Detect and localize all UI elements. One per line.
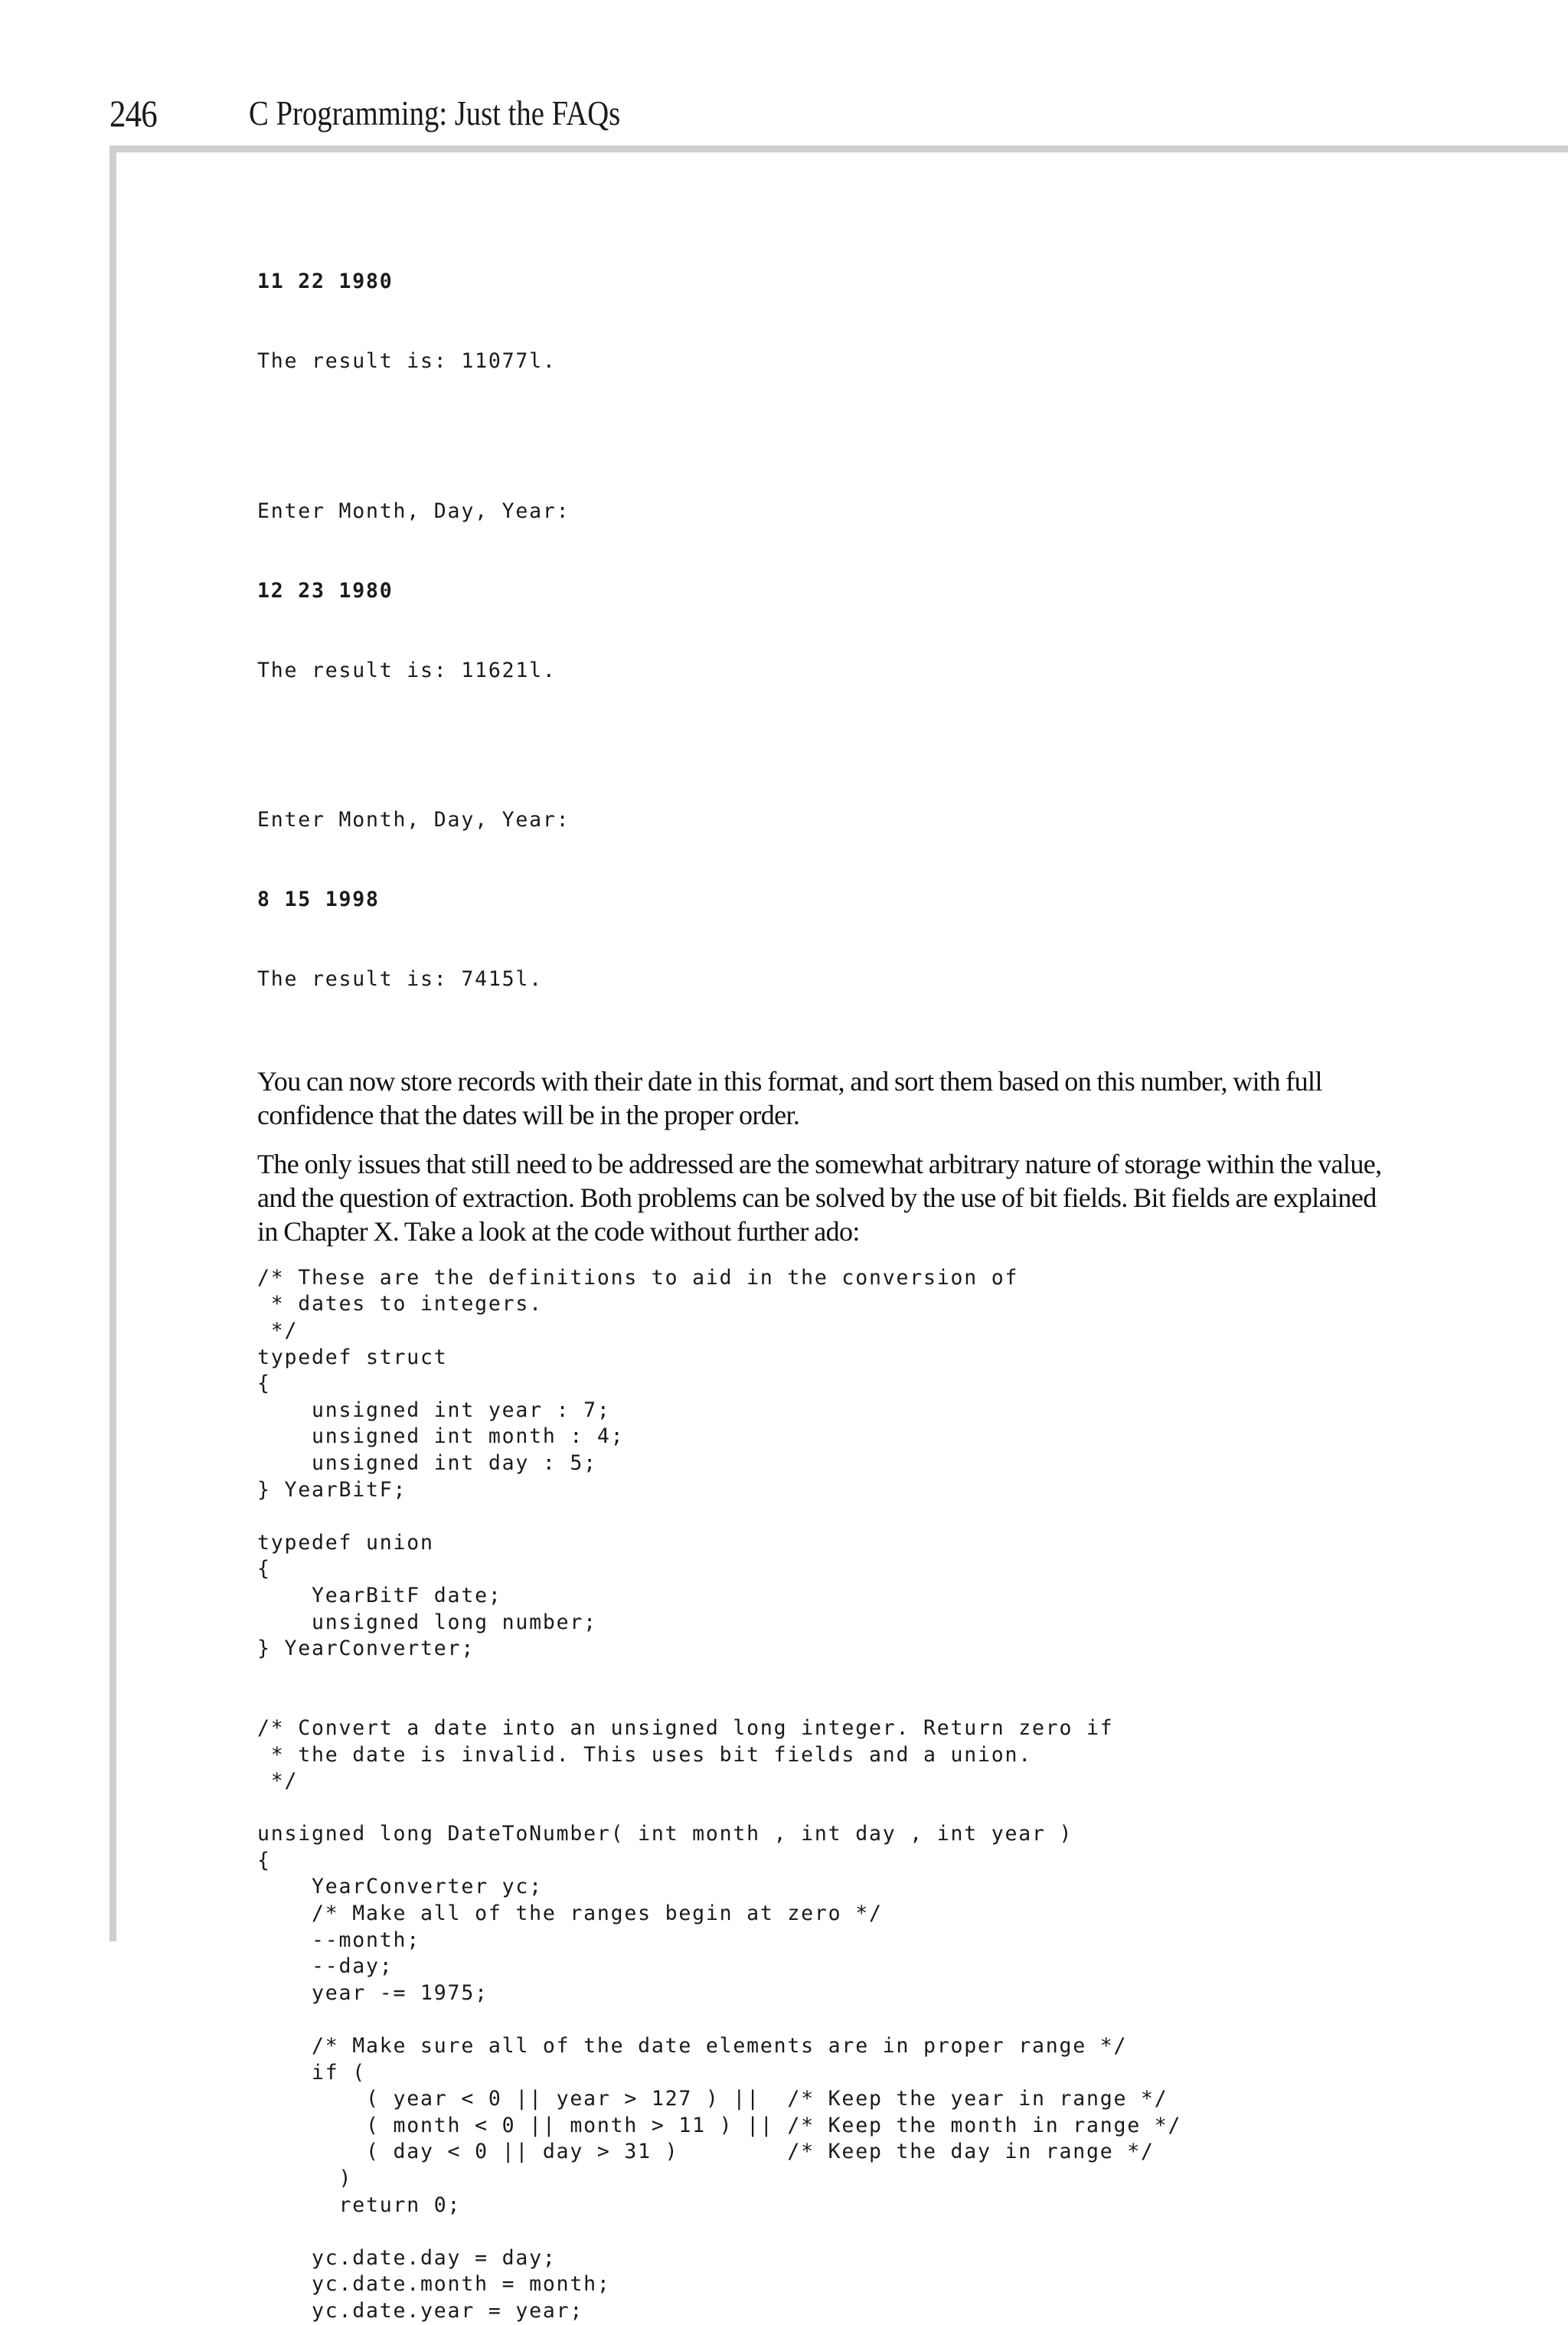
code-line: { (257, 1372, 271, 1396)
code-line: yc.date.day = day; (257, 2245, 557, 2270)
code-line: yc.date.year = year; (257, 2298, 584, 2323)
code-line: --month; (257, 1928, 421, 1952)
code-line (257, 1689, 1398, 1715)
code-line: if ( (257, 2060, 367, 2085)
code-line: ( year < 0 || year > 127 ) || /* Keep the year in range */ (257, 2087, 1168, 2111)
body-paragraph: The only issues that still need to be addressed are the somewhat arbitrary nature of storage within the value, and the question of extraction. Both problems can be solved by the use of bit fields. Bit fields are explained in Chapter X. Take a look at the code without further ado: (257, 1148, 1382, 1247)
body-paragraph: You can now store records with their date in this format, and sort them based on this number, with full confidence that the dates will be in the proper order. (257, 1065, 1322, 1130)
prompt-line: Enter Month, Day, Year: (257, 808, 570, 832)
margin-rule (109, 146, 116, 1941)
code-line: /* Make all of the ranges begin at zero */ (257, 1902, 883, 1926)
code-line: { (257, 1848, 271, 1872)
code-line: * the date is invalid. This uses bit fields and a union. (257, 1742, 1032, 1767)
output-line: The result is: 11077l. (257, 348, 557, 373)
code-line: unsigned long number; (257, 1610, 597, 1634)
code-line (257, 1795, 1398, 1822)
user-input-line: 8 15 1998 (257, 888, 380, 912)
code-line: /* Convert a date into an unsigned long integer. Return zero if (257, 1715, 1114, 1740)
code-line: unsigned int day : 5; (257, 1450, 597, 1475)
code-line: ( month < 0 || month > 11 ) || /* Keep the month in range */ (257, 2113, 1182, 2137)
code-line: ( day < 0 || day > 31 ) /* Keep the day in range */ (257, 2140, 1155, 2164)
code-line: */ (257, 1319, 299, 1342)
code-line: /* These are the definitions to aid in the conversion of (257, 1265, 1019, 1290)
code-line (257, 2006, 1398, 2033)
code-line: yc.date.month = month; (257, 2272, 611, 2297)
output-line: The result is: 11621l. (257, 658, 557, 682)
code-line: typedef struct (257, 1345, 448, 1369)
code-line: return 0; (257, 2193, 462, 2217)
code-line: YearBitF date; (257, 1583, 502, 1607)
code-line: year -= 1975; (257, 1980, 488, 2005)
code-line: unsigned int year : 7; (257, 1398, 611, 1422)
code-line: * dates to integers. (257, 1292, 543, 1316)
code-line: unsigned int month : 4; (257, 1424, 625, 1449)
code-line: unsigned long DateToNumber( int month , int day , int year ) (257, 1822, 1073, 1846)
code-line: */ (257, 1769, 299, 1794)
output-line: The result is: 7415l. (257, 967, 543, 992)
code-listing (257, 1265, 1398, 2325)
code-line (257, 2219, 1398, 2245)
code-line: typedef union (257, 1530, 434, 1555)
prompt-line: Enter Month, Day, Year: (257, 499, 570, 523)
code-line: --day; (257, 1954, 394, 1979)
code-line: } YearConverter; (257, 1637, 475, 1661)
code-line: { (257, 1557, 271, 1581)
header-rule (109, 146, 1568, 152)
code-line (257, 1503, 1398, 1530)
user-input-line: 11 22 1980 (257, 270, 394, 294)
code-line: } YearBitF; (257, 1477, 407, 1502)
code-line: YearConverter yc; (257, 1875, 543, 1899)
running-title: C Programming: Just the FAQs (249, 94, 621, 132)
program-output-run-2 (257, 446, 1398, 737)
program-output-run-1 (257, 216, 1398, 428)
page-number: 246 (109, 92, 157, 135)
program-output-run-3 (257, 754, 1398, 1046)
code-line: ) (257, 2166, 353, 2190)
code-line (257, 1663, 1398, 1689)
page-body (257, 216, 1398, 2325)
code-line: /* Make sure all of the date elements are in proper range */ (257, 2034, 1128, 2058)
user-input-line: 12 23 1980 (257, 578, 394, 603)
